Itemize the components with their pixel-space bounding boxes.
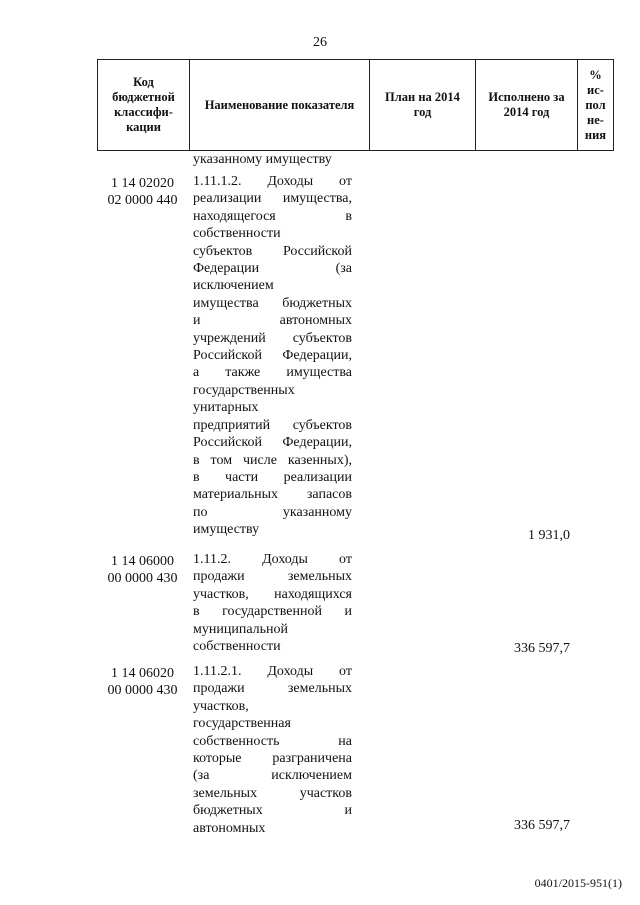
name-line: предприятий субъектов <box>193 417 352 433</box>
header-name-cell <box>190 60 370 151</box>
name-line: бюджетных и <box>193 803 352 819</box>
name-line: участков, находящихся <box>193 586 352 602</box>
name-line: (за исключением <box>193 768 352 784</box>
header-code-cell <box>98 60 190 151</box>
name-line: в части реализации <box>193 469 352 485</box>
name-line: а также имущества <box>193 365 352 381</box>
page-number: 26 <box>313 35 327 50</box>
name-line: 1.11.1.2. Доходы от <box>193 174 352 189</box>
header-executed-line: 2014 год <box>503 105 550 119</box>
name-line: и автономных <box>193 313 352 329</box>
name-line: муниципальной <box>193 621 289 637</box>
name-line: имуществу <box>193 522 260 538</box>
budget-code <box>97 553 188 587</box>
header-percent-line: % <box>589 67 602 82</box>
name-line: по указанному <box>193 504 352 520</box>
name-line: материальных запасов <box>193 487 352 503</box>
indicator-name <box>193 151 352 168</box>
name-line: продажи земельных <box>193 569 352 585</box>
indicator-name <box>193 173 352 539</box>
name-line: собственности <box>193 639 281 655</box>
name-line: исключением <box>193 278 274 294</box>
header-code-line: Код <box>133 75 154 89</box>
name-line: реализации имущества, <box>193 191 352 207</box>
indicator-name <box>193 663 352 837</box>
name-line: собственности <box>193 226 281 242</box>
code-line: 00 0000 430 <box>107 571 178 586</box>
name-line: находящегося в <box>193 208 352 224</box>
name-line: Российской Федерации, <box>193 435 352 451</box>
name-line: Федерации (за <box>193 261 352 277</box>
header-executed-cell <box>476 60 578 151</box>
header-code-line: кации <box>126 120 161 134</box>
name-line: имущества бюджетных <box>193 295 352 311</box>
code-line: 1 14 02020 <box>111 176 174 191</box>
document-code: 0401/2015-951(1) <box>534 876 622 890</box>
name-line: Российской Федерации, <box>193 348 352 364</box>
header-name-label: Наименование показателя <box>204 97 355 112</box>
name-line: государственных <box>193 382 295 398</box>
header-executed-line: Исполнено за <box>488 90 565 104</box>
name-line: в государственной и <box>193 604 352 620</box>
table-header <box>97 59 614 151</box>
header-percent-line: ис- <box>587 82 604 97</box>
name-line: продажи земельных <box>193 681 352 697</box>
name-line: собственность на <box>193 733 352 749</box>
name-line: учреждений субъектов <box>193 330 352 346</box>
name-line: автономных <box>193 820 266 836</box>
code-line: 1 14 06020 <box>111 666 174 681</box>
header-percent-line: не- <box>587 112 604 127</box>
code-line: 00 0000 430 <box>107 683 178 698</box>
indicator-name <box>193 551 352 655</box>
header-percent-line: ния <box>584 127 607 142</box>
header-percent-cell <box>578 60 614 151</box>
header-plan-cell <box>370 60 476 151</box>
executed-value: 1 931,0 <box>528 528 570 543</box>
name-line: земельных участков <box>193 785 352 801</box>
executed-value: 336 597,7 <box>514 818 570 833</box>
budget-code <box>97 175 188 209</box>
budget-code <box>97 665 188 699</box>
name-line: государственная <box>193 716 291 732</box>
header-code-line: классифи- <box>114 105 173 119</box>
name-line: унитарных <box>193 400 259 416</box>
name-line: 1.11.2.1. Доходы от <box>193 664 352 679</box>
name-line: в том числе казенных), <box>193 452 352 468</box>
header-plan-line: год <box>413 105 432 119</box>
header-plan-line: План на 2014 <box>385 90 460 104</box>
code-line: 02 0000 440 <box>107 193 178 208</box>
name-line: которые разграничена <box>193 751 352 767</box>
name-line: указанному имуществу <box>193 152 332 167</box>
header-percent-line: пол <box>585 97 606 112</box>
header-code-line: бюджетной <box>112 90 175 104</box>
name-line: субъектов Российской <box>193 243 352 259</box>
name-line: участков, <box>193 698 249 714</box>
name-line: 1.11.2. Доходы от <box>193 552 352 567</box>
executed-value: 336 597,7 <box>514 641 570 656</box>
code-line: 1 14 06000 <box>111 554 174 569</box>
